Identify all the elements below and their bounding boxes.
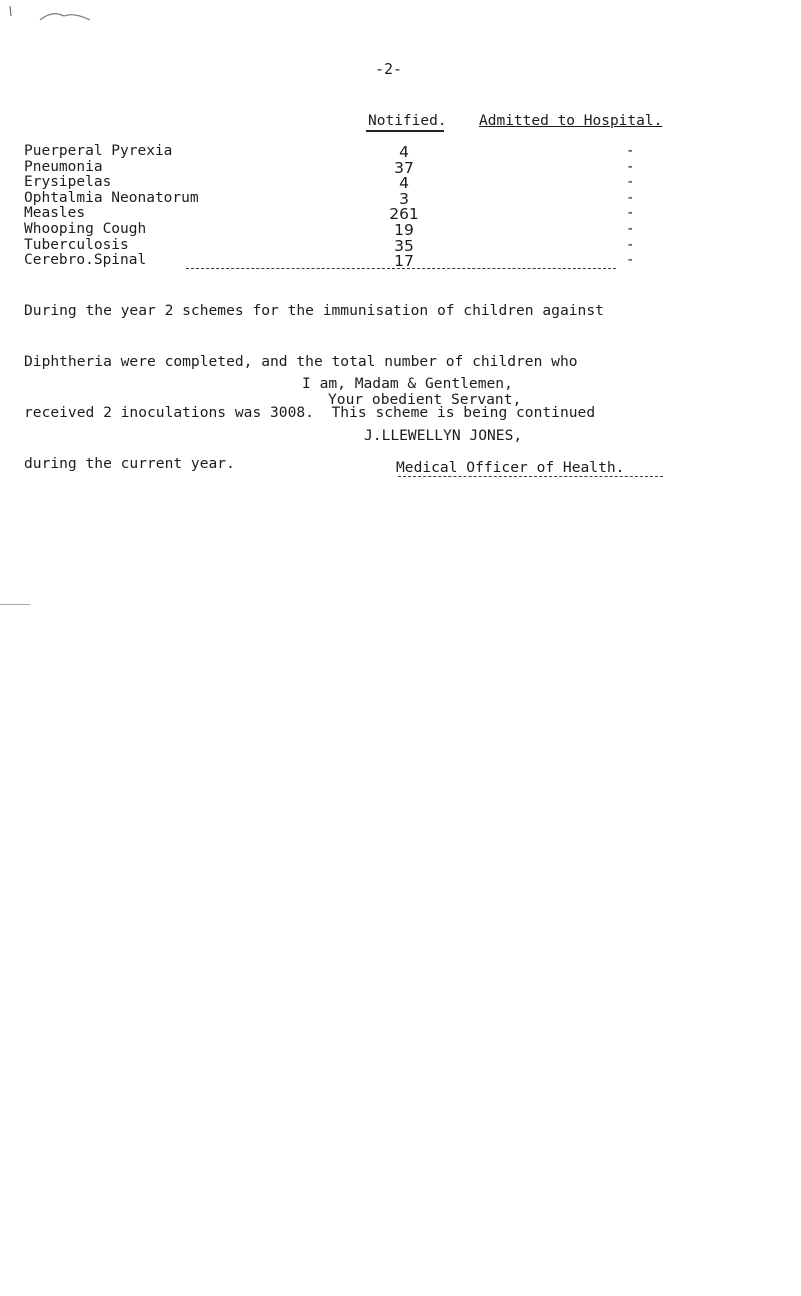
servant-line: Your obedient Servant, [328, 391, 522, 408]
header-notified-underline [366, 130, 444, 132]
admitted-count: - [626, 252, 635, 269]
notified-count: 4 [399, 174, 409, 193]
notified-count: 261 [389, 205, 419, 224]
table-row [24, 159, 724, 175]
notified-count: 19 [394, 220, 414, 239]
notified-count: 17 [394, 252, 414, 271]
notified-count: 4 [399, 143, 409, 161]
paragraph-line: Diphtheria were completed, and the total number of children who [24, 353, 578, 370]
disease-name: Cerebro.Spinal [24, 252, 147, 269]
scan-margin-marks [4, 2, 124, 32]
table-row [24, 174, 724, 193]
table-row [24, 205, 724, 224]
paragraph-line: received 2 inoculations was 3008. This scheme is being continued [24, 404, 596, 421]
signature-rule [398, 476, 663, 477]
admitted-count: - [626, 220, 635, 237]
salutation: I am, Madam & Gentlemen, [302, 375, 513, 392]
disease-name: Tuberculosis [24, 236, 129, 253]
admitted-count: - [626, 158, 635, 175]
notified-count: 3 [399, 189, 409, 208]
disease-name: Ophtalmia Neonatorum [24, 189, 199, 206]
admitted-count: - [626, 174, 635, 191]
disease-table [24, 143, 724, 271]
table-row [24, 252, 724, 271]
page-number: -2- [375, 60, 403, 78]
admitted-count: - [626, 189, 635, 206]
table-row [24, 143, 724, 159]
notified-count: 37 [394, 158, 414, 177]
scan-edge-mark [0, 604, 30, 605]
disease-name: Measles [24, 205, 86, 222]
notified-count: 35 [394, 236, 414, 255]
admitted-count: - [626, 236, 635, 253]
signatory-title: Medical Officer of Health. [396, 459, 625, 476]
table-row [24, 190, 724, 206]
paragraph-line: During the year 2 schemes for the immunisation of children against [24, 302, 604, 319]
disease-name: Puerperal Pyrexia [24, 143, 173, 159]
table-row [24, 237, 724, 253]
disease-name: Whooping Cough [24, 220, 147, 237]
paragraph-line: during the current year. [24, 455, 235, 472]
disease-name: Pneumonia [24, 158, 103, 175]
admitted-count: - [626, 205, 635, 222]
admitted-count: - [626, 143, 635, 159]
table-row [24, 221, 724, 237]
disease-name: Erysipelas [24, 174, 112, 191]
header-admitted-to-hospital: Admitted to Hospital. [479, 113, 663, 129]
header-notified: Notified. [368, 113, 447, 129]
signatory-name: J.LLEWELLYN JONES, [364, 427, 523, 444]
